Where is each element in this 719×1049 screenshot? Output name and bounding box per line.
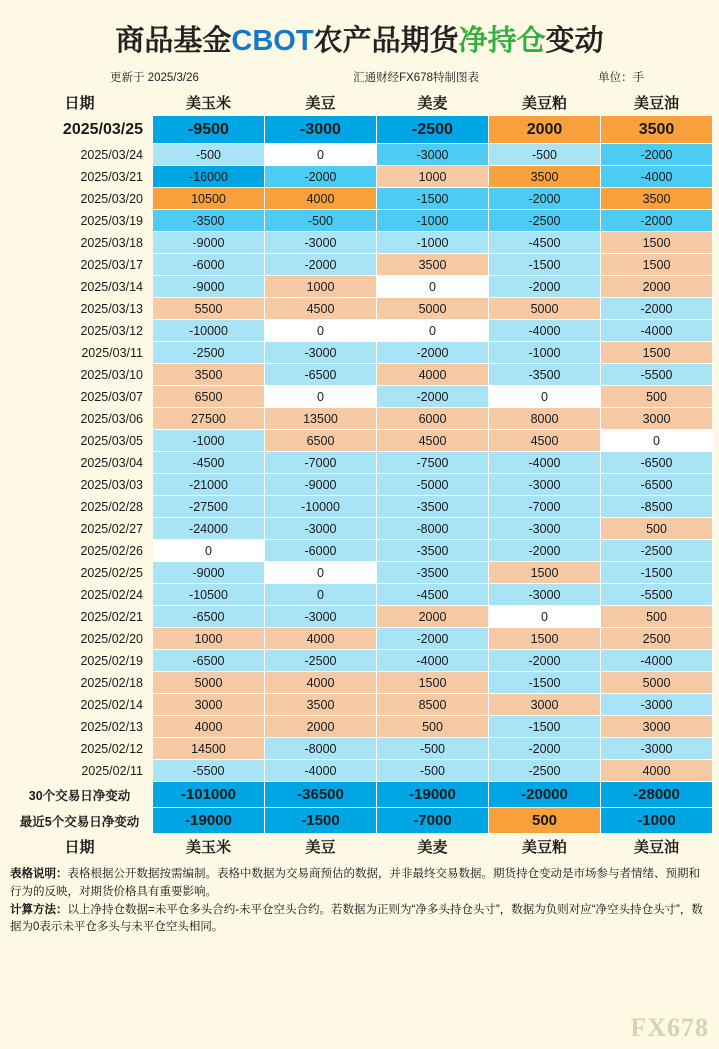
cell-value: -3500 [377, 562, 489, 584]
cell-value: -3000 [265, 116, 377, 144]
cell-value: 0 [265, 386, 377, 408]
cell-value: 0 [377, 320, 489, 342]
cell-value: -500 [153, 144, 265, 166]
cell-value: 3000 [601, 408, 713, 430]
cell-value: 3500 [601, 188, 713, 210]
cell-value: -5500 [153, 760, 265, 782]
row-date: 2025/03/24 [7, 144, 153, 166]
summary-value: -36500 [265, 782, 377, 808]
row-date: 2025/02/24 [7, 584, 153, 606]
cell-value: 2500 [601, 628, 713, 650]
row-date: 2025/02/12 [7, 738, 153, 760]
cell-value: -3000 [265, 606, 377, 628]
cell-value: 2000 [601, 276, 713, 298]
cell-value: 3000 [489, 694, 601, 716]
title-part-5: 净持仓 [458, 25, 546, 57]
table-row [7, 628, 713, 650]
title-part-6: 变动 [545, 25, 604, 57]
table-row [7, 562, 713, 584]
header-corn-top: 美玉米 [153, 90, 265, 116]
cell-value: -3000 [265, 232, 377, 254]
cell-value: 0 [489, 606, 601, 628]
cell-value: 4000 [153, 716, 265, 738]
cell-value: -2500 [489, 210, 601, 232]
cell-value: -2500 [489, 760, 601, 782]
summary-value: -101000 [153, 782, 265, 808]
cell-value: -4000 [489, 320, 601, 342]
positions-table [6, 89, 713, 860]
row-date: 2025/02/26 [7, 540, 153, 562]
cell-value: 1500 [601, 342, 713, 364]
cell-value: 4000 [377, 364, 489, 386]
table-row [7, 584, 713, 606]
header-corn-bottom: 美玉米 [153, 834, 265, 860]
summary-value: -28000 [601, 782, 713, 808]
note-method-text: 以上净持仓数据=未平仓多头合约-未平仓空头合约。若数据为正则为“净多头持仓头寸”，数据为负则对应“净空头持仓头寸”，数据为0表示未平仓多头与未平仓空头相同。 [10, 903, 703, 934]
cell-value: 4000 [265, 628, 377, 650]
table-row [7, 144, 713, 166]
page-title [6, 0, 713, 67]
cell-value: -2000 [265, 166, 377, 188]
table-row [7, 474, 713, 496]
cell-value: -27500 [153, 496, 265, 518]
row-date: 2025/03/12 [7, 320, 153, 342]
table-row [7, 672, 713, 694]
cell-value: -9000 [265, 474, 377, 496]
cell-value: 500 [601, 518, 713, 540]
cell-value: -8500 [601, 496, 713, 518]
summary-row [7, 808, 713, 834]
row-date: 2025/02/25 [7, 562, 153, 584]
cell-value: 0 [377, 276, 489, 298]
row-date: 2025/02/13 [7, 716, 153, 738]
cell-value: -3000 [265, 342, 377, 364]
cell-value: -6500 [153, 606, 265, 628]
cell-value: 1500 [489, 628, 601, 650]
cell-value: 1500 [601, 254, 713, 276]
cell-value: 3500 [153, 364, 265, 386]
cell-value: -3000 [265, 518, 377, 540]
cell-value: 2000 [265, 716, 377, 738]
cell-value: 0 [265, 562, 377, 584]
cell-value: -10000 [153, 320, 265, 342]
table-row [7, 342, 713, 364]
header-soymeal-top: 美豆粕 [489, 90, 601, 116]
cell-value: 3500 [265, 694, 377, 716]
cell-value: -4500 [489, 232, 601, 254]
title-part-4: 期货 [400, 25, 459, 57]
cell-value: -2500 [265, 650, 377, 672]
row-date: 2025/03/11 [7, 342, 153, 364]
row-date: 2025/03/04 [7, 452, 153, 474]
meta-row [6, 67, 713, 89]
cell-value: 5000 [489, 298, 601, 320]
cell-value: -4000 [601, 320, 713, 342]
cell-value: 6500 [265, 430, 377, 452]
cell-value: -3000 [601, 694, 713, 716]
summary-value: -20000 [489, 782, 601, 808]
cell-value: 500 [377, 716, 489, 738]
title-part-1: 商品基金 [115, 25, 232, 57]
notes-block [6, 860, 713, 937]
note-description-label: 表格说明： [10, 868, 68, 880]
header-row-top [7, 90, 713, 116]
summary-value: 500 [489, 808, 601, 834]
cell-value: 1000 [377, 166, 489, 188]
cell-value: -1000 [377, 210, 489, 232]
cell-value: -6500 [153, 650, 265, 672]
row-date: 2025/03/06 [7, 408, 153, 430]
cell-value: -4500 [377, 584, 489, 606]
note-method [10, 902, 709, 938]
cell-value: 3500 [601, 116, 713, 144]
cell-value: -4500 [153, 452, 265, 474]
table-row [7, 518, 713, 540]
table-row [7, 430, 713, 452]
cell-value: -2000 [489, 188, 601, 210]
unit-label: 单位：手 [598, 72, 645, 84]
cell-value: -2000 [601, 144, 713, 166]
table-row [7, 606, 713, 628]
cell-value: -6500 [601, 474, 713, 496]
table-header-top [7, 90, 713, 116]
cell-value: 4500 [377, 430, 489, 452]
cell-value: 8000 [489, 408, 601, 430]
cell-value: -9000 [153, 232, 265, 254]
row-date: 2025/03/25 [7, 116, 153, 144]
row-date: 2025/02/11 [7, 760, 153, 782]
cell-value: 0 [265, 320, 377, 342]
summary-label: 30个交易日净变动 [7, 782, 153, 808]
table-row [7, 320, 713, 342]
cell-value: 4000 [265, 672, 377, 694]
row-date: 2025/03/05 [7, 430, 153, 452]
cell-value: -2000 [489, 738, 601, 760]
cell-value: -2000 [377, 628, 489, 650]
table-row [7, 760, 713, 782]
table-row [7, 232, 713, 254]
header-soybean-bottom: 美豆 [265, 834, 377, 860]
cell-value: 0 [153, 540, 265, 562]
cell-value: -500 [265, 210, 377, 232]
cell-value: 6000 [377, 408, 489, 430]
cell-value: 14500 [153, 738, 265, 760]
row-date: 2025/02/18 [7, 672, 153, 694]
cell-value: 0 [265, 144, 377, 166]
cell-value: -5500 [601, 584, 713, 606]
row-date: 2025/02/19 [7, 650, 153, 672]
table-row [7, 650, 713, 672]
cell-value: -4000 [377, 650, 489, 672]
table-row [7, 188, 713, 210]
cell-value: 1500 [601, 232, 713, 254]
cell-value: -21000 [153, 474, 265, 496]
cell-value: 10500 [153, 188, 265, 210]
row-date: 2025/03/17 [7, 254, 153, 276]
cell-value: 1500 [489, 562, 601, 584]
cell-value: 5000 [601, 672, 713, 694]
summary-row [7, 782, 713, 808]
cell-value: -5000 [377, 474, 489, 496]
title-part-3: 农产品 [313, 25, 401, 57]
cell-value: -3000 [489, 474, 601, 496]
cell-value: -4000 [489, 452, 601, 474]
cell-value: 3000 [153, 694, 265, 716]
cell-value: 0 [489, 386, 601, 408]
summary-value: -1000 [601, 808, 713, 834]
cell-value: -6500 [601, 452, 713, 474]
summary-value: -19000 [153, 808, 265, 834]
cell-value: -1000 [377, 232, 489, 254]
cell-value: -2000 [377, 342, 489, 364]
cell-value: -3500 [377, 540, 489, 562]
cell-value: -2500 [153, 342, 265, 364]
table-row [7, 716, 713, 738]
cell-value: 3500 [489, 166, 601, 188]
cell-value: -7500 [377, 452, 489, 474]
note-method-label: 计算方法： [10, 903, 68, 916]
cell-value: -7000 [265, 452, 377, 474]
cell-value: -1000 [153, 430, 265, 452]
header-soyoil-bottom: 美豆油 [601, 834, 713, 860]
cell-value: 2000 [377, 606, 489, 628]
cell-value: -2000 [601, 298, 713, 320]
row-date: 2025/03/14 [7, 276, 153, 298]
cell-value: -3500 [489, 364, 601, 386]
note-description [10, 866, 709, 902]
cell-value: -2000 [489, 540, 601, 562]
row-date: 2025/03/10 [7, 364, 153, 386]
cell-value: -3000 [377, 144, 489, 166]
cell-value: -1500 [377, 188, 489, 210]
cell-value: -9000 [153, 562, 265, 584]
cell-value: -1500 [489, 254, 601, 276]
summary-value: -1500 [265, 808, 377, 834]
cell-value: -10000 [265, 496, 377, 518]
cell-value: -500 [489, 144, 601, 166]
summary-value: -19000 [377, 782, 489, 808]
cell-value: 5000 [153, 672, 265, 694]
cell-value: 27500 [153, 408, 265, 430]
header-date-top: 日期 [7, 90, 153, 116]
cell-value: -6000 [265, 540, 377, 562]
row-date: 2025/03/13 [7, 298, 153, 320]
row-date: 2025/03/03 [7, 474, 153, 496]
header-wheat-top: 美麦 [377, 90, 489, 116]
cell-value: 4000 [601, 760, 713, 782]
cell-value: -2000 [265, 254, 377, 276]
table-row [7, 738, 713, 760]
cell-value: -1500 [489, 672, 601, 694]
cell-value: -1000 [489, 342, 601, 364]
cell-value: -7000 [489, 496, 601, 518]
table-row [7, 276, 713, 298]
row-date: 2025/03/20 [7, 188, 153, 210]
table-row [7, 694, 713, 716]
source-label: 汇通财经FX678特制图表 [353, 72, 479, 84]
cell-value: 1500 [377, 672, 489, 694]
row-date: 2025/02/28 [7, 496, 153, 518]
cell-value: -3000 [489, 584, 601, 606]
cell-value: -3500 [153, 210, 265, 232]
row-date: 2025/02/14 [7, 694, 153, 716]
title-part-2: CBOT [231, 25, 314, 57]
cell-value: -2500 [377, 116, 489, 144]
table-row [7, 364, 713, 386]
cell-value: 5000 [377, 298, 489, 320]
cell-value: -9000 [153, 276, 265, 298]
cell-value: -9500 [153, 116, 265, 144]
note-description-text: 表格根据公开数据按需编制。表格中数据为交易商预估的数据，并非最终交易数据。期货持仓变动是市场参与者情绪、预期和行为的反映，对期货价格具有重要影响。 [10, 868, 700, 898]
cell-value: -10500 [153, 584, 265, 606]
row-date: 2025/03/21 [7, 166, 153, 188]
table-row [7, 386, 713, 408]
cell-value: -6000 [153, 254, 265, 276]
cell-value: -5500 [601, 364, 713, 386]
row-date: 2025/02/21 [7, 606, 153, 628]
table-row [7, 408, 713, 430]
cell-value: 0 [601, 430, 713, 452]
cell-value: -8000 [265, 738, 377, 760]
header-soymeal-bottom: 美豆粕 [489, 834, 601, 860]
cell-value: -2000 [601, 210, 713, 232]
header-soyoil-top: 美豆油 [601, 90, 713, 116]
cell-value: 8500 [377, 694, 489, 716]
table-row [7, 298, 713, 320]
row-date: 2025/03/07 [7, 386, 153, 408]
header-wheat-bottom: 美麦 [377, 834, 489, 860]
cell-value: 1000 [265, 276, 377, 298]
cell-value: -2000 [489, 650, 601, 672]
header-soybean-top: 美豆 [265, 90, 377, 116]
table-row [7, 540, 713, 562]
cell-value: -500 [377, 760, 489, 782]
updated-label: 更新于 2025/3/26 [110, 72, 199, 84]
row-date: 2025/02/20 [7, 628, 153, 650]
cell-value: -3500 [377, 496, 489, 518]
cell-value: 500 [601, 606, 713, 628]
cell-value: 2000 [489, 116, 601, 144]
table-row [7, 452, 713, 474]
cell-value: 3500 [377, 254, 489, 276]
row-date: 2025/03/18 [7, 232, 153, 254]
cell-value: 6500 [153, 386, 265, 408]
cell-value: 1000 [153, 628, 265, 650]
cell-value: 4500 [265, 298, 377, 320]
table-row [7, 116, 713, 144]
header-row-bottom [7, 834, 713, 860]
table-row [7, 210, 713, 232]
cell-value: -4000 [265, 760, 377, 782]
cell-value: -500 [377, 738, 489, 760]
cell-value: -2000 [489, 276, 601, 298]
table-row [7, 166, 713, 188]
cell-value: -1500 [489, 716, 601, 738]
summary-label: 最近5个交易日净变动 [7, 808, 153, 834]
row-date: 2025/03/19 [7, 210, 153, 232]
table-body [7, 116, 713, 834]
cell-value: -2500 [601, 540, 713, 562]
cell-value: 5500 [153, 298, 265, 320]
summary-value: -7000 [377, 808, 489, 834]
cell-value: -1500 [601, 562, 713, 584]
cell-value: -3000 [489, 518, 601, 540]
table-row [7, 496, 713, 518]
cell-value: -6500 [265, 364, 377, 386]
cell-value: -4000 [601, 650, 713, 672]
cell-value: 4000 [265, 188, 377, 210]
cell-value: 0 [265, 584, 377, 606]
cell-value: 4500 [489, 430, 601, 452]
cell-value: 3000 [601, 716, 713, 738]
cell-value: -4000 [601, 166, 713, 188]
cell-value: -24000 [153, 518, 265, 540]
cell-value: -3000 [601, 738, 713, 760]
cell-value: 13500 [265, 408, 377, 430]
table-footer [7, 834, 713, 860]
cell-value: -2000 [377, 386, 489, 408]
table-row [7, 254, 713, 276]
cell-value: -16000 [153, 166, 265, 188]
row-date: 2025/02/27 [7, 518, 153, 540]
header-date-bottom: 日期 [7, 834, 153, 860]
cell-value: 500 [601, 386, 713, 408]
cell-value: -8000 [377, 518, 489, 540]
watermark: FX678 [630, 1013, 709, 1042]
